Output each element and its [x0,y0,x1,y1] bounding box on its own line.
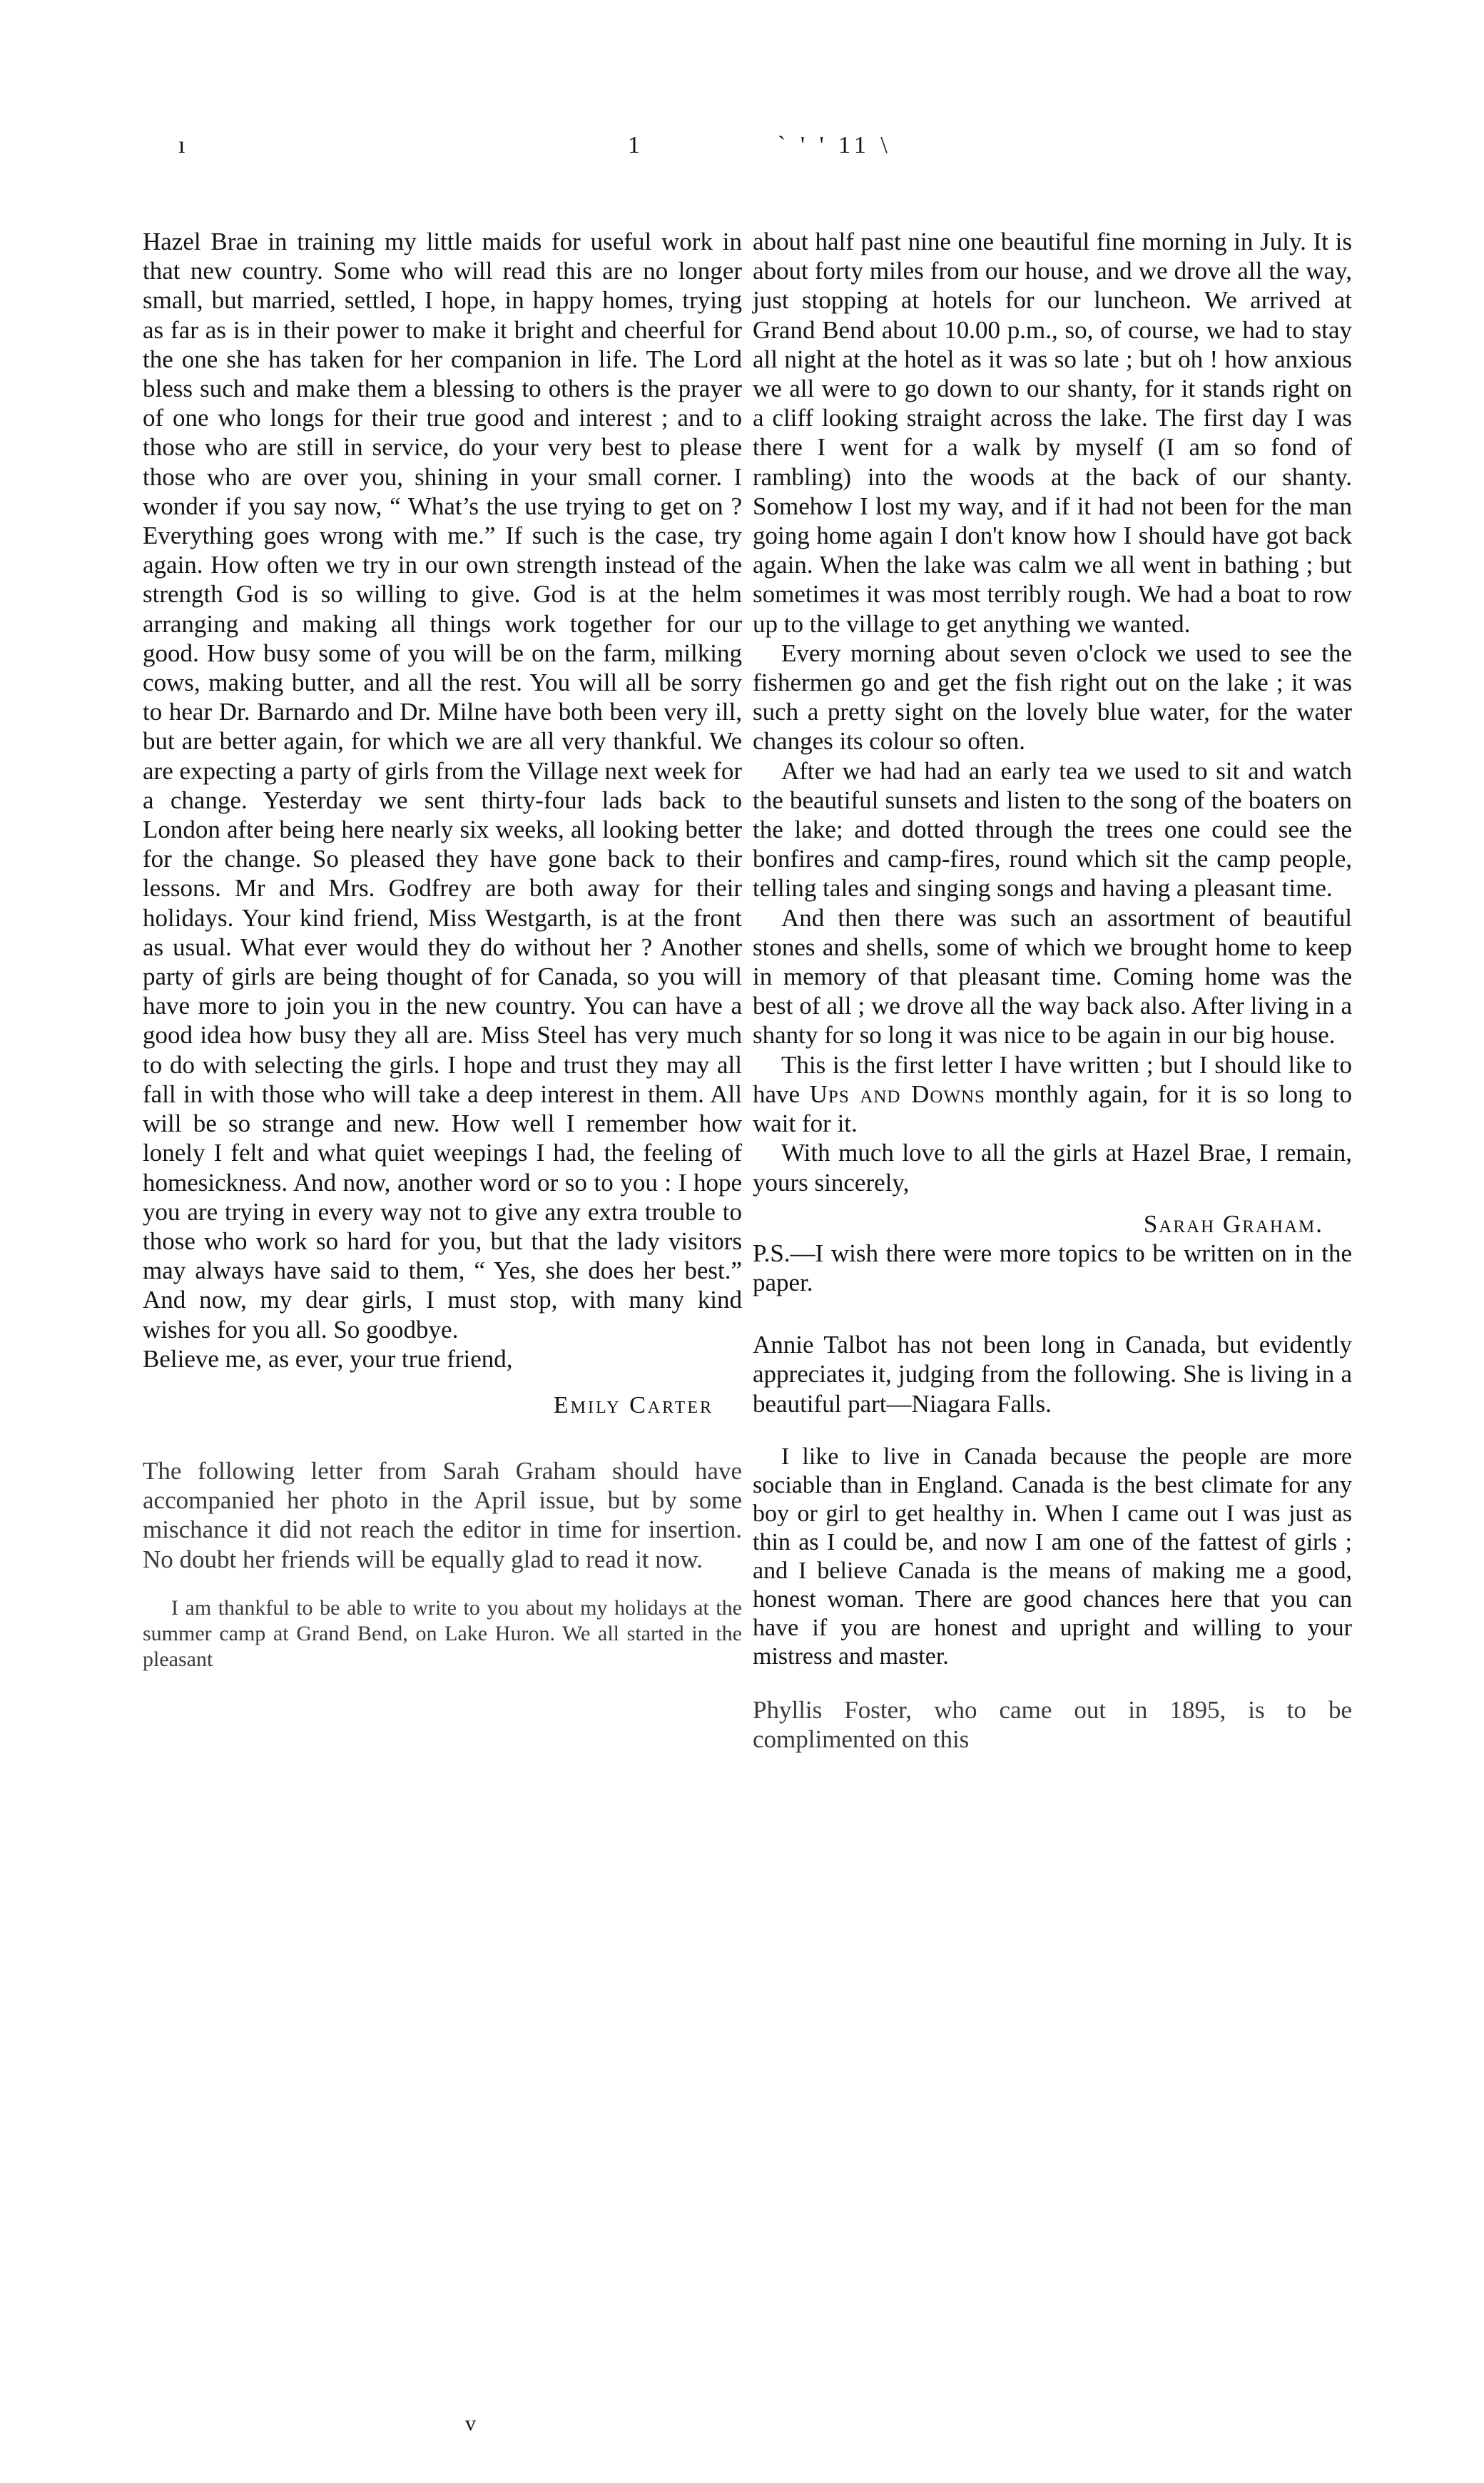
magazine-title: Ups and Downs [809,1080,985,1108]
editor-introduction: The following letter from Sarah Graham should have accompanied her photo in the April issue, but by some mischance it did not reach the editor in time for insertion. No doubt her friends will be equally glad to read it now. [143,1456,742,1573]
editor-introduction: Annie Talbot has not been long in Canada, but evidently appreciates it, judging from the following. She is living in a beautiful part—Niagara Falls. [753,1331,1352,1418]
letter-signature: Sarah Graham. [1143,1209,1323,1238]
letter-text: This is the first letter I have written ; but I should like to have [753,1050,1352,1108]
letter-paragraph [753,1050,1352,1139]
letter-paragraph: And then there was such an assortment of beautiful stones and shells, some of which we brought home to keep in memory of that pleasant time. Coming home was the best of all ; we drove all the way back also. After living in a shanty for so long it was nice to be again in our big house. [753,903,1352,1050]
letter-text: monthly again, for it is so long to wait for it. [753,1080,1352,1138]
letter-opening-paragraph: I am thankful to be able to write to you about my holidays at the summer camp at Grand Bend, on Lake Huron. We all started in the pleasant [143,1595,742,1671]
letter-body-paragraph: Hazel Brae in training my little maids for useful work in that new country. Some who will read this are no longer small, but married, settled, I hope, in happy homes, trying as far as is in their power to make it bright and cheerful for the one she has taken for her companion in life. The Lord bless such and make them a blessing to others is the prayer of one who longs for their true good and interest ; and to those who are still in service, do your very best to please those who are over you, shining in your small corner. I wonder if you say now, “ What’s the use trying to get on ? Everything goes wrong with me.” If such is the case, try again. How often we try in our own strength instead of the strength God is so willing to give. God is at the helm arranging and making all things work together for our good. How busy some of you will be on the farm, milking cows, making butter, and all the rest. You will all be sorry to hear Dr. Barnardo and Dr. Milne have both been very ill, but are better again, for which we are all very thankful. We are expecting a party of girls from the Village next week for a change. Yesterday we sent thirty-four lads back to London after being here nearly six weeks, all looking better for the change. So pleased they have gone back to their lessons. Mr and Mrs. Godfrey are both away for their holidays. Your kind friend, Miss Westgarth, is at the front as usual. What ever would they do without her ? Another party of girls are being thought of for Canada, so you will have more to join you in the new country. You can have a good idea how busy they all are. Miss Steel has very much to do with selecting the girls. I hope and trust they may all fall in with those who will take a deep interest in them. All will be so strange and new. How well I remember how lonely I felt and what quiet weepings I had, the feeling of homesickness. And now, another word or so to you : I hope you are trying in every way not to give any extra trouble to those who work so hard for you, but that the lady visitors may always have said to them, “ Yes, she does her best.” And now, my dear girls, I must stop, with many kind wishes for you all. So goodbye. [143,228,742,1344]
letter-paragraph: Every morning about seven o'clock we used to see the fishermen go and get the fish right out on the lake ; it was such a pretty sight on the lovely blue water, for the water changes its colour so often. [753,639,1352,756]
letter-sign-off: Believe me, as ever, your true friend, [143,1344,513,1373]
letter-paragraph: I like to live in Canada because the people are more sociable than in England. Canada is the best climate for any boy or girl to get healthy in. When I came out I was just as thin as I could be, and now I am one of the fattest of girls ; and I believe Canada is the means of making me a good, honest woman. There are good chances here that you can have if you are honest and upright and willing to your mistress and master. [753,1443,1352,1670]
header-mark-left: ı [178,132,186,158]
left-column [143,227,742,1672]
right-column [753,227,1352,1754]
postscript: P.S.—I wish there were more topics to be written on in the paper. [753,1239,1352,1296]
letter-closing: With much love to all the girls at Hazel Brae, I remain, yours sincerely, [753,1139,1352,1197]
page-folio-mark: v [465,2412,476,2435]
page-number: 1 [628,132,640,158]
page-header [0,132,1484,175]
letter-paragraph: about half past nine one beautiful fine morning in July. It is about forty miles from our house, and we drove all the way, just stopping at hotels for our luncheon. We arrived at Grand Bend about 10.00 p.m., so, of course, we had to stay all night at the hotel as it was so late ; but oh ! how anxious we all were to go down to our shanty, for it stands right on a cliff looking straight across the lake. The first day I was there I went for a walk by myself (I am so fond of rambling) into the woods at the back of our shanty. Somehow I lost my way, and if it had not been for the man going home again I don't know how I should have got back again. When the lake was calm we all went in bathing ; but sometimes it was most terribly rough. We had a boat to row up to the village to get anything we wanted. [753,228,1352,638]
letter-paragraph: After we had had an early tea we used to sit and watch the beautiful sunsets and listen to the song of the boaters on the lake; and dotted through the trees one could see the bonfires and camp-fires, round which sit the camp people, telling tales and singing songs and having a pleasant time. [753,756,1352,903]
running-head: ` ' ' 11 \ [778,132,892,158]
section-gap [143,1419,742,1456]
editor-introduction: Phyllis Foster, who came out in 1895, is to be complimented on this [753,1695,1352,1753]
letter-signature: Emily Carter [553,1391,713,1418]
